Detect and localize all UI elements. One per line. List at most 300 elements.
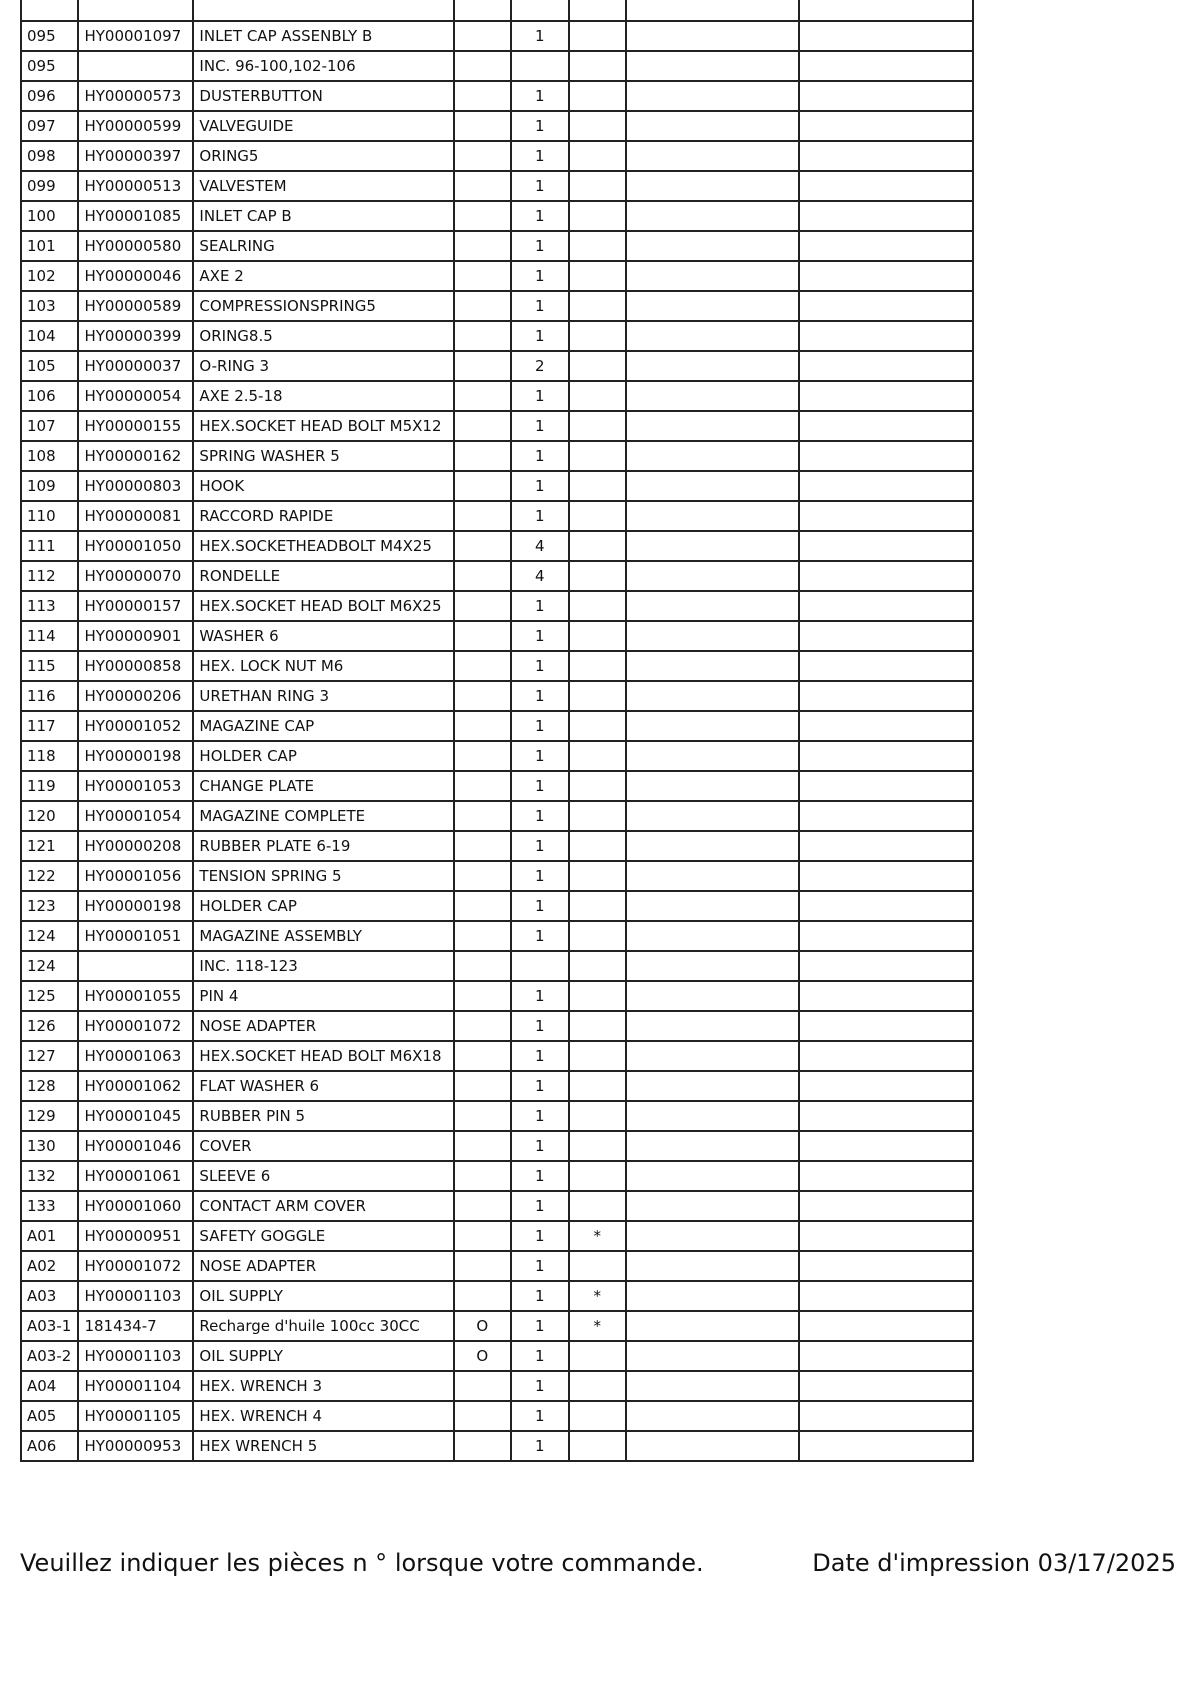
part-number-cell: 132 xyxy=(21,1161,78,1191)
mark-cell xyxy=(569,51,626,81)
empty-cell xyxy=(626,231,799,261)
empty-cell xyxy=(626,861,799,891)
empty-cell xyxy=(799,1161,973,1191)
mark-cell xyxy=(569,651,626,681)
part-number-cell: 130 xyxy=(21,1131,78,1161)
table-row xyxy=(21,621,973,651)
part-code-cell: HY00000803 xyxy=(78,471,193,501)
empty-cell xyxy=(799,471,973,501)
table-row xyxy=(21,21,973,51)
option-cell xyxy=(454,171,511,201)
option-cell xyxy=(454,981,511,1011)
part-code-cell: HY00000580 xyxy=(78,231,193,261)
part-description-cell: HEX.SOCKET HEAD BOLT M6X18 xyxy=(193,1041,453,1071)
empty-cell xyxy=(626,651,799,681)
part-description-cell: HOLDER CAP xyxy=(193,891,453,921)
mark-cell xyxy=(569,1131,626,1161)
part-description-cell: SLEEVE 6 xyxy=(193,1161,453,1191)
option-cell xyxy=(454,1041,511,1071)
part-number-cell: 105 xyxy=(21,351,78,381)
part-code-cell: HY00001105 xyxy=(78,1401,193,1431)
table-row xyxy=(21,171,973,201)
mark-cell xyxy=(569,681,626,711)
mark-cell xyxy=(569,951,626,981)
option-cell xyxy=(454,111,511,141)
empty-cell xyxy=(799,141,973,171)
part-code-cell: HY00000951 xyxy=(78,1221,193,1251)
mark-cell xyxy=(569,801,626,831)
quantity-cell: 2 xyxy=(511,351,568,381)
quantity-cell: 1 xyxy=(511,921,568,951)
empty-cell xyxy=(626,531,799,561)
mark-cell xyxy=(569,411,626,441)
option-cell xyxy=(454,1071,511,1101)
quantity-cell: 1 xyxy=(511,1041,568,1071)
option-cell xyxy=(454,471,511,501)
empty-cell xyxy=(799,1431,973,1461)
part-number-cell: 116 xyxy=(21,681,78,711)
quantity-cell: 1 xyxy=(511,1281,568,1311)
table-row xyxy=(21,741,973,771)
part-description-cell: MAGAZINE ASSEMBLY xyxy=(193,921,453,951)
table-row xyxy=(21,231,973,261)
quantity-cell: 1 xyxy=(511,771,568,801)
option-cell: O xyxy=(454,1341,511,1371)
empty-cell xyxy=(626,1341,799,1371)
table-row xyxy=(21,381,973,411)
empty-cell xyxy=(799,111,973,141)
empty-cell xyxy=(626,1011,799,1041)
part-code-cell: HY00000397 xyxy=(78,141,193,171)
mark-cell xyxy=(569,471,626,501)
empty-cell xyxy=(626,1281,799,1311)
mark-cell xyxy=(569,381,626,411)
option-cell xyxy=(454,891,511,921)
table-row xyxy=(21,1221,973,1251)
option-cell xyxy=(454,591,511,621)
part-description-cell: CONTACT ARM COVER xyxy=(193,1191,453,1221)
mark-cell xyxy=(569,711,626,741)
option-cell xyxy=(454,201,511,231)
table-row xyxy=(21,1281,973,1311)
part-number-cell: 126 xyxy=(21,1011,78,1041)
empty-cell xyxy=(626,21,799,51)
quantity-cell: 1 xyxy=(511,1191,568,1221)
empty-cell xyxy=(799,1401,973,1431)
part-number-cell: 101 xyxy=(21,231,78,261)
empty-cell xyxy=(799,1131,973,1161)
option-cell xyxy=(454,261,511,291)
table-row xyxy=(21,51,973,81)
part-number-cell: 097 xyxy=(21,111,78,141)
part-code-cell: HY00000513 xyxy=(78,171,193,201)
part-number-cell: 122 xyxy=(21,861,78,891)
table-row xyxy=(21,111,973,141)
part-number-cell: 098 xyxy=(21,141,78,171)
quantity-cell: 1 xyxy=(511,1101,568,1131)
table-row xyxy=(21,1041,973,1071)
empty-cell xyxy=(799,561,973,591)
empty-cell xyxy=(626,351,799,381)
option-cell xyxy=(454,711,511,741)
part-number-cell: 095 xyxy=(21,51,78,81)
part-description-cell: INLET CAP B xyxy=(193,201,453,231)
empty-cell xyxy=(626,981,799,1011)
option-cell xyxy=(454,861,511,891)
mark-cell xyxy=(569,231,626,261)
mark-cell xyxy=(569,1071,626,1101)
part-description-cell: Recharge d'huile 100cc 30CC xyxy=(193,1311,453,1341)
empty-cell xyxy=(799,891,973,921)
empty-cell xyxy=(799,921,973,951)
part-number-cell: A04 xyxy=(21,1371,78,1401)
empty-cell xyxy=(799,1281,973,1311)
part-code-cell: HY00000599 xyxy=(78,111,193,141)
quantity-cell: 1 xyxy=(511,831,568,861)
option-cell xyxy=(454,1221,511,1251)
part-code-cell: HY00001097 xyxy=(78,21,193,51)
part-description-cell: MAGAZINE CAP xyxy=(193,711,453,741)
part-number-cell: 120 xyxy=(21,801,78,831)
option-cell xyxy=(454,1011,511,1041)
part-number-cell: 106 xyxy=(21,381,78,411)
option-cell xyxy=(454,681,511,711)
option-cell xyxy=(454,1281,511,1311)
empty-cell xyxy=(626,111,799,141)
part-description-cell: VALVESTEM xyxy=(193,171,453,201)
part-description-cell: INLET CAP ASSENBLY B xyxy=(193,21,453,51)
table-row xyxy=(21,201,973,231)
part-number-cell: A03-2 xyxy=(21,1341,78,1371)
empty-cell xyxy=(626,1131,799,1161)
empty-cell xyxy=(799,381,973,411)
part-code-cell: HY00000589 xyxy=(78,291,193,321)
table-row xyxy=(21,1401,973,1431)
empty-cell xyxy=(626,951,799,981)
part-code-cell: HY00001060 xyxy=(78,1191,193,1221)
part-number-cell: 119 xyxy=(21,771,78,801)
part-description-cell: HOOK xyxy=(193,471,453,501)
part-description-cell: ORING5 xyxy=(193,141,453,171)
empty-cell xyxy=(799,411,973,441)
part-code-cell: HY00000054 xyxy=(78,381,193,411)
part-description-cell: AXE 2 xyxy=(193,261,453,291)
part-code-cell: 181434-7 xyxy=(78,1311,193,1341)
quantity-cell: 1 xyxy=(511,711,568,741)
part-description-cell: OIL SUPPLY xyxy=(193,1341,453,1371)
empty-cell xyxy=(626,591,799,621)
part-number-cell: 113 xyxy=(21,591,78,621)
table-row xyxy=(21,891,973,921)
option-cell xyxy=(454,321,511,351)
mark-cell xyxy=(569,1161,626,1191)
part-number-cell: 115 xyxy=(21,651,78,681)
option-cell xyxy=(454,741,511,771)
mark-cell xyxy=(569,891,626,921)
option-cell xyxy=(454,531,511,561)
mark-cell xyxy=(569,501,626,531)
order-note: Veuillez indiquer les pièces n ° lorsque votre commande. xyxy=(20,1549,704,1577)
mark-cell xyxy=(569,1341,626,1371)
part-number-cell: 129 xyxy=(21,1101,78,1131)
empty-cell xyxy=(626,561,799,591)
part-code-cell: HY00001072 xyxy=(78,1251,193,1281)
part-code-cell: HY00001072 xyxy=(78,1011,193,1041)
quantity-cell: 1 xyxy=(511,201,568,231)
empty-cell xyxy=(799,1341,973,1371)
option-cell xyxy=(454,291,511,321)
table-row xyxy=(21,1101,973,1131)
quantity-cell: 1 xyxy=(511,1251,568,1281)
option-cell xyxy=(454,921,511,951)
part-number-cell: 128 xyxy=(21,1071,78,1101)
option-cell xyxy=(454,21,511,51)
stub-cell xyxy=(193,0,453,21)
part-code-cell: HY00001046 xyxy=(78,1131,193,1161)
quantity-cell: 1 xyxy=(511,1161,568,1191)
part-code-cell: HY00000162 xyxy=(78,441,193,471)
quantity-cell xyxy=(511,51,568,81)
part-code-cell: HY00001103 xyxy=(78,1341,193,1371)
empty-cell xyxy=(626,1041,799,1071)
part-description-cell: RUBBER PLATE 6-19 xyxy=(193,831,453,861)
part-number-cell: 104 xyxy=(21,321,78,351)
mark-cell xyxy=(569,1431,626,1461)
empty-cell xyxy=(799,1101,973,1131)
part-number-cell: 096 xyxy=(21,81,78,111)
mark-cell xyxy=(569,1011,626,1041)
mark-cell xyxy=(569,1251,626,1281)
table-row xyxy=(21,1371,973,1401)
quantity-cell: 1 xyxy=(511,741,568,771)
quantity-cell: 1 xyxy=(511,471,568,501)
part-description-cell: INC. 96-100,102-106 xyxy=(193,51,453,81)
part-number-cell: 127 xyxy=(21,1041,78,1071)
part-code-cell: HY00000155 xyxy=(78,411,193,441)
part-number-cell: 123 xyxy=(21,891,78,921)
option-cell xyxy=(454,1251,511,1281)
table-row xyxy=(21,531,973,561)
part-description-cell: RUBBER PIN 5 xyxy=(193,1101,453,1131)
quantity-cell: 1 xyxy=(511,1071,568,1101)
empty-cell xyxy=(626,501,799,531)
table-top-stub-row xyxy=(21,0,973,21)
part-number-cell: A06 xyxy=(21,1431,78,1461)
empty-cell xyxy=(799,1041,973,1071)
mark-cell xyxy=(569,321,626,351)
quantity-cell: 1 xyxy=(511,861,568,891)
table-row xyxy=(21,81,973,111)
mark-cell xyxy=(569,1041,626,1071)
option-cell xyxy=(454,351,511,381)
part-number-cell: A03-1 xyxy=(21,1311,78,1341)
quantity-cell: 1 xyxy=(511,1131,568,1161)
empty-cell xyxy=(799,201,973,231)
table-row xyxy=(21,411,973,441)
empty-cell xyxy=(626,1371,799,1401)
part-code-cell: HY00001085 xyxy=(78,201,193,231)
option-cell xyxy=(454,951,511,981)
empty-cell xyxy=(626,1191,799,1221)
empty-cell xyxy=(799,861,973,891)
part-code-cell: HY00001051 xyxy=(78,921,193,951)
quantity-cell: 4 xyxy=(511,561,568,591)
option-cell xyxy=(454,501,511,531)
table-row xyxy=(21,1311,973,1341)
table-row xyxy=(21,951,973,981)
part-number-cell: 110 xyxy=(21,501,78,531)
mark-cell xyxy=(569,1371,626,1401)
quantity-cell: 1 xyxy=(511,981,568,1011)
option-cell xyxy=(454,381,511,411)
part-description-cell: INC. 118-123 xyxy=(193,951,453,981)
table-row xyxy=(21,801,973,831)
quantity-cell: 1 xyxy=(511,1341,568,1371)
part-description-cell: AXE 2.5-18 xyxy=(193,381,453,411)
empty-cell xyxy=(799,51,973,81)
table-row xyxy=(21,561,973,591)
part-number-cell: 118 xyxy=(21,741,78,771)
empty-cell xyxy=(626,771,799,801)
part-code-cell: HY00001053 xyxy=(78,771,193,801)
quantity-cell: 1 xyxy=(511,1371,568,1401)
table-row xyxy=(21,1191,973,1221)
table-row xyxy=(21,1251,973,1281)
part-description-cell: URETHAN RING 3 xyxy=(193,681,453,711)
part-number-cell: 124 xyxy=(21,921,78,951)
part-number-cell: 099 xyxy=(21,171,78,201)
mark-cell xyxy=(569,21,626,51)
part-description-cell: HEX.SOCKETHEADBOLT M4X25 xyxy=(193,531,453,561)
table-row xyxy=(21,1341,973,1371)
mark-cell xyxy=(569,591,626,621)
mark-cell xyxy=(569,291,626,321)
table-row xyxy=(21,681,973,711)
empty-cell xyxy=(626,411,799,441)
part-code-cell: HY00001055 xyxy=(78,981,193,1011)
quantity-cell: 1 xyxy=(511,21,568,51)
empty-cell xyxy=(799,801,973,831)
mark-cell xyxy=(569,621,626,651)
quantity-cell: 1 xyxy=(511,231,568,261)
part-code-cell: HY00000858 xyxy=(78,651,193,681)
part-code-cell: HY00001104 xyxy=(78,1371,193,1401)
option-cell xyxy=(454,411,511,441)
table-row xyxy=(21,471,973,501)
part-number-cell: 109 xyxy=(21,471,78,501)
quantity-cell: 1 xyxy=(511,261,568,291)
mark-cell xyxy=(569,141,626,171)
empty-cell xyxy=(799,1251,973,1281)
option-cell xyxy=(454,1131,511,1161)
stub-cell xyxy=(454,0,511,21)
empty-cell xyxy=(799,1011,973,1041)
part-number-cell: 111 xyxy=(21,531,78,561)
empty-cell xyxy=(626,831,799,861)
part-description-cell: DUSTERBUTTON xyxy=(193,81,453,111)
part-description-cell: WASHER 6 xyxy=(193,621,453,651)
quantity-cell: 1 xyxy=(511,1311,568,1341)
mark-cell xyxy=(569,441,626,471)
quantity-cell: 1 xyxy=(511,381,568,411)
mark-cell xyxy=(569,561,626,591)
empty-cell xyxy=(799,21,973,51)
part-code-cell: HY00000081 xyxy=(78,501,193,531)
part-code-cell: HY00000198 xyxy=(78,891,193,921)
part-code-cell: HY00000198 xyxy=(78,741,193,771)
stub-cell xyxy=(569,0,626,21)
empty-cell xyxy=(799,591,973,621)
part-number-cell: 100 xyxy=(21,201,78,231)
stub-cell xyxy=(799,0,973,21)
part-number-cell: A02 xyxy=(21,1251,78,1281)
empty-cell xyxy=(626,1221,799,1251)
option-cell xyxy=(454,141,511,171)
quantity-cell: 1 xyxy=(511,1221,568,1251)
table-row xyxy=(21,141,973,171)
empty-cell xyxy=(626,1311,799,1341)
quantity-cell: 1 xyxy=(511,291,568,321)
quantity-cell xyxy=(511,951,568,981)
option-cell xyxy=(454,561,511,591)
mark-cell xyxy=(569,171,626,201)
table-row xyxy=(21,771,973,801)
part-description-cell: HEX. WRENCH 4 xyxy=(193,1401,453,1431)
part-code-cell: HY00000573 xyxy=(78,81,193,111)
part-code-cell: HY00000953 xyxy=(78,1431,193,1461)
part-code-cell: HY00000157 xyxy=(78,591,193,621)
part-description-cell: HEX. WRENCH 3 xyxy=(193,1371,453,1401)
part-code-cell xyxy=(78,51,193,81)
option-cell xyxy=(454,1371,511,1401)
mark-cell xyxy=(569,81,626,111)
part-number-cell: 117 xyxy=(21,711,78,741)
table-row xyxy=(21,321,973,351)
part-description-cell: SEALRING xyxy=(193,231,453,261)
mark-cell xyxy=(569,261,626,291)
part-description-cell: SPRING WASHER 5 xyxy=(193,441,453,471)
part-code-cell: HY00000208 xyxy=(78,831,193,861)
part-number-cell: 108 xyxy=(21,441,78,471)
quantity-cell: 1 xyxy=(511,81,568,111)
empty-cell xyxy=(799,81,973,111)
option-cell xyxy=(454,1431,511,1461)
part-description-cell: COMPRESSIONSPRING5 xyxy=(193,291,453,321)
part-code-cell: HY00001061 xyxy=(78,1161,193,1191)
table-row xyxy=(21,291,973,321)
part-number-cell: A01 xyxy=(21,1221,78,1251)
part-number-cell: 102 xyxy=(21,261,78,291)
mark-cell xyxy=(569,921,626,951)
quantity-cell: 1 xyxy=(511,141,568,171)
table-row xyxy=(21,981,973,1011)
option-cell xyxy=(454,1191,511,1221)
parts-table xyxy=(20,0,974,1462)
print-date: Date d'impression 03/17/2025 xyxy=(812,1549,1176,1577)
option-cell xyxy=(454,801,511,831)
table-row xyxy=(21,591,973,621)
quantity-cell: 4 xyxy=(511,531,568,561)
parts-list-sheet xyxy=(20,0,974,1462)
empty-cell xyxy=(799,771,973,801)
empty-cell xyxy=(799,1311,973,1341)
part-number-cell: 114 xyxy=(21,621,78,651)
quantity-cell: 1 xyxy=(511,1011,568,1041)
empty-cell xyxy=(626,1251,799,1281)
empty-cell xyxy=(626,1161,799,1191)
empty-cell xyxy=(626,321,799,351)
stub-cell xyxy=(78,0,193,21)
